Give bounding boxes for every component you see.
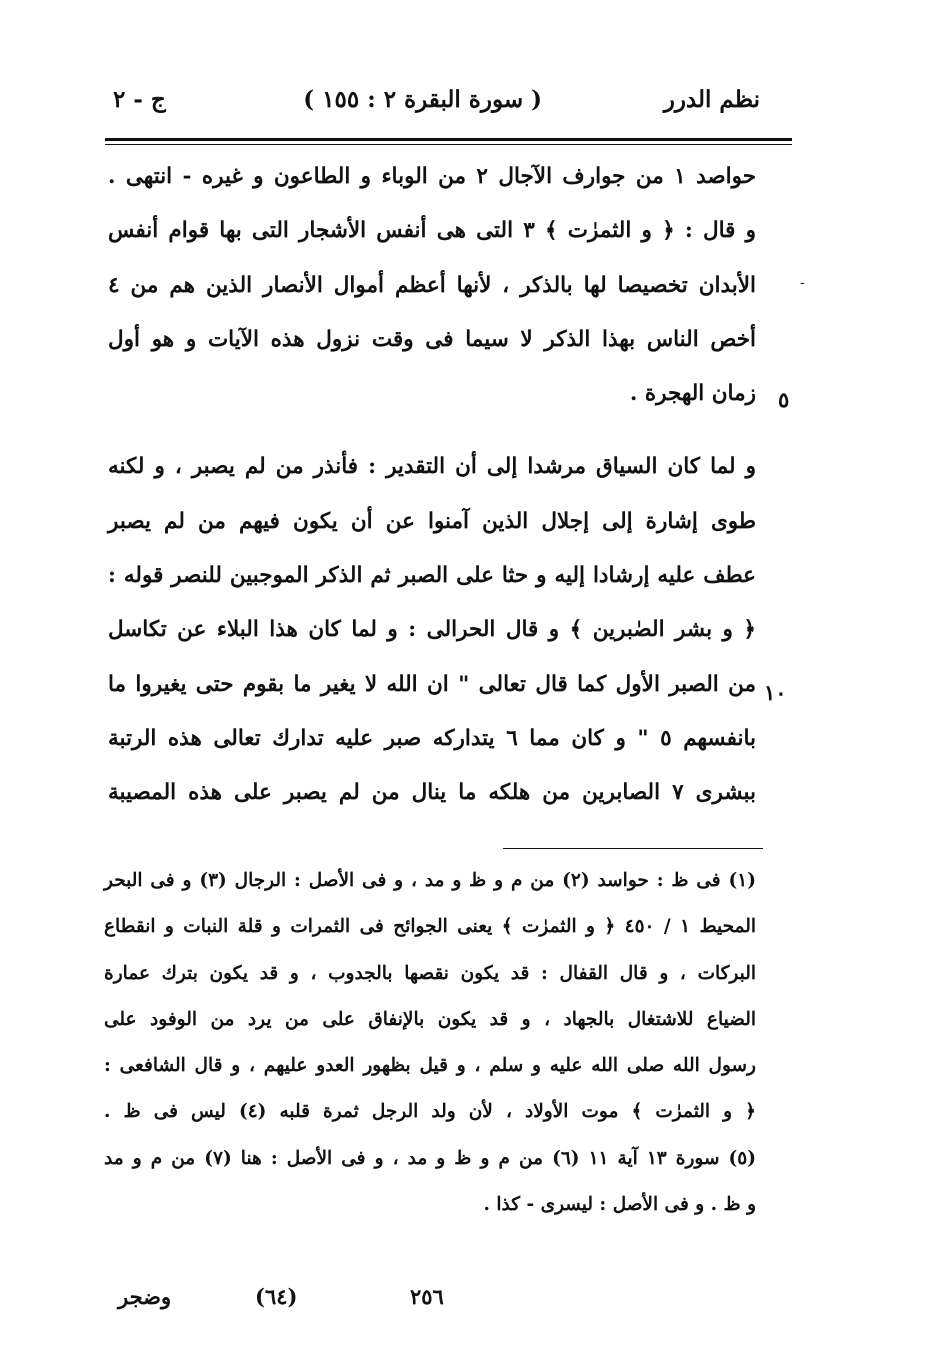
text-line: من الصبر الأول كما قال تعالى " ان الله لا يغير ما بقوم حتى يغيروا ما [108,671,756,697]
footnote-line: (٥) سورة ١٣ آية ١١ (٦) من م و ظ و مد ، و فى الأصل : هنا (٧) من م و مد [104,1147,756,1169]
main-text [108,150,756,821]
text-line: الأبدان تخصيصا لها بالذكر ، لأنها أعظم أموال الأنصار الذين هم من ٤ [108,272,756,298]
volume-number: ج - ٢ [113,86,166,113]
line-number-5: ٥ [778,387,790,412]
signature-mark: (٦٤) [255,1284,298,1309]
text-line: طوى إشارة إلى إجلال الذين آمنوا عن أن يكون فيهم من لم يصبر [108,508,756,534]
text-line: ﴿ و بشر الصٰبرين ﴾ و قال الحرالى : و لما كان هذا البلاء عن تكاسل [108,617,756,643]
text-line: زمان الهجرة . [629,381,756,407]
text-line: بانفسهم ٥ " و كان مما ٦ يتداركه صبر عليه تدارك تعالى هذه الرتبة [108,725,757,751]
footnote-line: ﴿ و الثمرٰت ﴾ موت الأولاد ، لأن ولد الرجل ثمرة قلبه (٤) ليس فى ظ . [104,1101,756,1123]
text-line: و قال : ﴿ و الثمرٰت ﴾ ٣ التى هى أنفس الأشجار التى بها قوام أنفس [108,218,756,244]
header-rule-thick [105,138,792,141]
running-header [105,86,760,122]
text-line: عطف عليه إرشادا إليه و حثا على الصبر ثم الذكر الموجبين للنصر قوله : [108,563,756,589]
footnote-line: المحيط ١ / ٤٥٠ ﴿ و الثمرٰت ﴾ يعنى الجوائح فى الثمرات و قلة النبات و انقطاع [104,916,757,938]
surah-reference: ( سورة البقرة ٢ : ١٥٥ ) [303,86,542,113]
text-line: ببشرى ٧ الصابرين من هلكه ما ينال من لم يصبر على هذه المصيبة [108,780,757,806]
footnote-separator [503,848,763,849]
text-line: حواصد ١ من جوارف الآجال ٢ من الوباء و الطاعون و غيره - انتهى . [108,164,756,189]
text-line: و لما كان السياق مرشدا إلى أن التقدير : فأنذر من لم يصبر ، و لكنه [108,454,756,480]
footnote-line: (١) فى ظ : حواسد (٢) من م و ظ و مد ، و فى الأصل : الرجال (٣) و فى البحر [104,870,756,891]
book-title: نظم الدرر [663,86,760,113]
header-rule-thin [105,144,792,145]
line-number-10: ١٠ [764,680,787,705]
page-number: ٢٥٦ [410,1284,444,1309]
catchword: وضجر [118,1284,172,1309]
footnote-line: الضياع للاشتغال بالجهاد ، و قد يكون بالإنفاق على من يرد من الوفود على [104,1008,756,1030]
text-line: أخص الناس بهذا الذكر لا سيما فى وقت نزول هذه الآيات و هو أول [108,326,756,352]
margin-mark: - [800,275,805,291]
footnote-line: و ظ . و فى الأصل : ليسرى - كذا . [483,1194,756,1216]
footnote-line: البركات ، و قال القفال : قد يكون نقصها بالجدوب ، و قد يكون بترك عمارة [104,962,756,984]
footnotes [104,858,756,1228]
footnote-line: رسول الله صلى الله عليه و سلم ، و قيل بظهور العدو عليهم ، و قال الشافعى : [104,1055,756,1077]
